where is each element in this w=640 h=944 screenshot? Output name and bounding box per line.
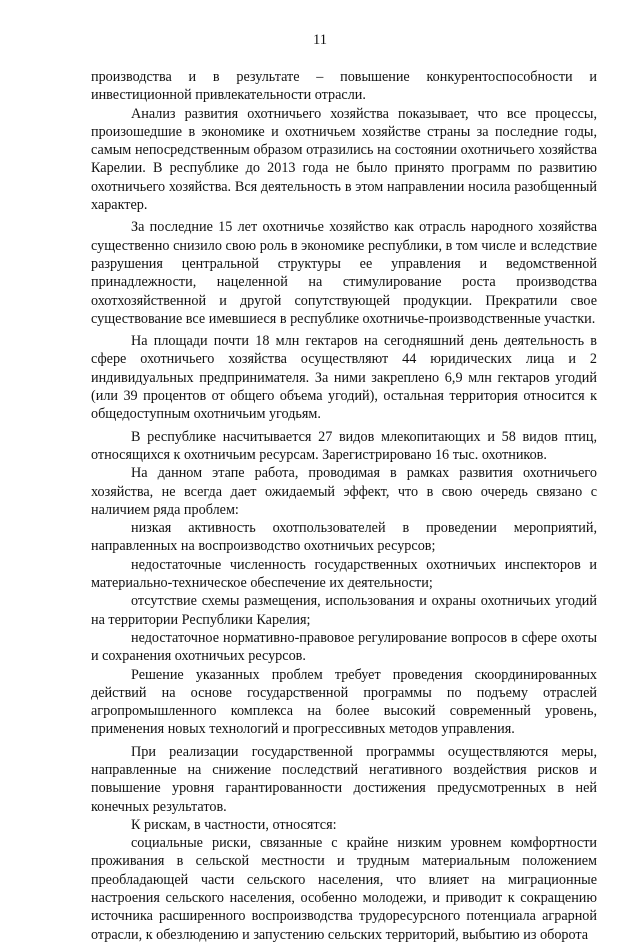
paragraph-solution: Решение указанных проблем требует проведения скоординированных действий на основе государственной программы по подъему отраслей агропромышленного комплекса на более высокий современный уровень, применения новых технологий и прогрессивных методов управления.	[91, 666, 597, 738]
page-number: 11	[313, 32, 327, 48]
document-body	[91, 68, 597, 944]
risk-item: социальные риски, связанные с крайне низким уровнем комфортности проживания в сельской местности и трудным материальным положением преобладающей части сельского населения, что влияет на миграционные настроения сельского населения, особенно молодежи, и приводит к сокращению источника расширенного воспроизводства трудоресурсного потенциала аграрной отрасли, к обезлюдению и запустению сельских территорий, выбытию из оборота	[91, 835, 597, 943]
paragraph-risks-intro: К рискам, в частности, относятся:	[131, 816, 337, 833]
problem-item: отсутствие схемы размещения, использования и охраны охотничьих угодий на территории Республики Карелия;	[91, 593, 597, 628]
paragraph-current-stage: На данном этапе работа, проводимая в рамках развития охотничьего хозяйства, не всегда дает ожидаемый эффект, что в свою очередь связано с наличием ряда проблем:	[91, 465, 597, 518]
paragraph-analysis: Анализ развития охотничьего хозяйства показывает, что все процессы, произошедшие в экономике и охотничьем хозяйстве страны за последние годы, самым непосредственным образом отразились на состоянии охотничьего хозяйства Карелии. В республике до 2013 года не было принято программ по развитию охотничьего хозяйства. Вся деятельность в этом направлении носила разобщенный характер.	[91, 105, 597, 214]
paragraph-species: В республике насчитывается 27 видов млекопитающих и 58 видов птиц, относящихся к охотничьим ресурсам. Зарегистрировано 16 тыс. охотников.	[91, 428, 597, 463]
paragraph-continuation: производства и в результате – повышение конкурентоспособности и инвестиционной привлекательности отрасли.	[91, 69, 597, 104]
problem-item: недостаточные численность государственных охотничьих инспекторов и материально-техническое обеспечение их деятельности;	[91, 556, 597, 592]
paragraph-area: На площади почти 18 млн гектаров на сегодняшний день деятельность в сфере охотничьего хозяйства осуществляют 44 юридических лица и 2 индивидуальных предпринимателя. За ними закреплено 6,9 млн гектаров угодий (или 39 процентов от общего объема угодий), остальная территория относится к общедоступным охотничьим угодьям.	[91, 333, 597, 423]
problem-item: недостаточное нормативно-правовое регулирование вопросов в сфере охоты и сохранения охотничьих ресурсов.	[91, 629, 597, 665]
problem-item: низкая активность охотпользователей в проведении мероприятий, направленных на воспроизводство охотничьих ресурсов;	[91, 520, 597, 555]
paragraph-implementation: При реализации государственной программы осуществляются меры, направленные на снижение последствий негативного воздействия рисков и повышение уровня гарантированности достижения предусмотренных в ней конечных результатов.	[91, 743, 597, 815]
paragraph-last-15-years: За последние 15 лет охотничье хозяйство как отрасль народного хозяйства существенно снизило свою роль в экономике республики, в том числе и вследствие разрушения центральной структуры ее управления и ведомственной принадлежности, нацеленной на стимулирование роста производства охотхозяйственной и другой сопутствующей продукции. Прекратили свое существование все имевшиеся в республике охотничье-производственные участки.	[91, 219, 597, 327]
